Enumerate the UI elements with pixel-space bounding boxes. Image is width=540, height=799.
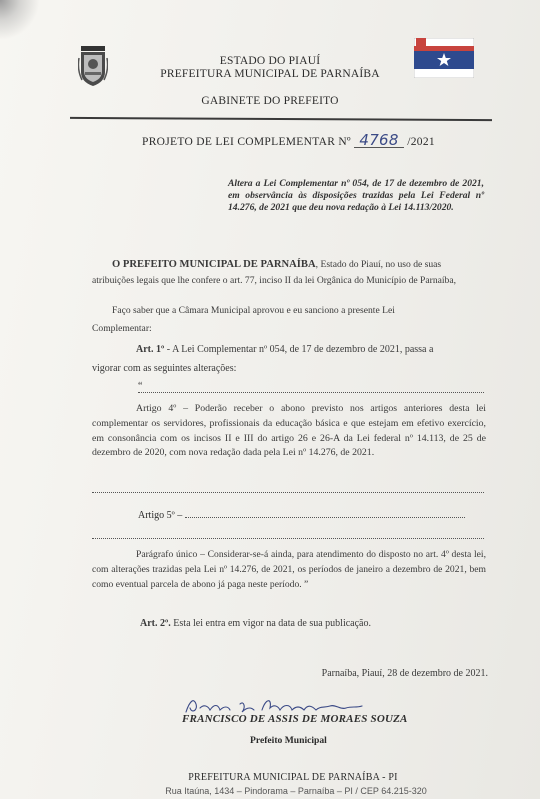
ementa: Altera a Lei Complementar nº 054, de 17 de dezembro de 2021, em observância às disposições trazidas pela Lei Federal nº 14.276, de 2021 que deu nova redação à Lei 14.113/2020. [228, 178, 484, 214]
project-title [142, 131, 435, 149]
footer-institution: PREFEITURA MUNICIPAL DE PARNAÍBA - PI [188, 772, 398, 783]
municipal-crest-icon [78, 46, 108, 88]
faco-line-1: Faço saber que a Câmara Municipal aprovou e eu sanciono a presente Lei [112, 305, 395, 316]
artigo-5 [138, 509, 484, 522]
art1-line-1 [136, 343, 486, 356]
signatory-role: Prefeito Municipal [250, 735, 327, 746]
artigo-5-label: Artigo 5º – [138, 510, 183, 521]
quote-open-mark: “ [138, 381, 143, 392]
artigo-4-text: Artigo 4º – Poderão receber o abono previsto nos artigos anteriores desta lei complementar os servidores, profissionais da educação básica e que estejam em efetivo exercício, em consonância com os incisos II e III do artigo 26 e 26-A da Lei federal nº 14.113, de 25 de dezembro de 2020, com nova redação dada pela Lei nº 14.276, de 2021. [92, 403, 486, 459]
art1-label: Art. 1º [136, 344, 165, 355]
art1-line-2: vigorar com as seguintes alterações: [92, 363, 237, 374]
intro-line-1-rest: , Estado do Piauí, no uso de suas [315, 259, 442, 270]
project-year: /2021 [407, 136, 435, 148]
header-divider [70, 117, 492, 121]
art1-quote-dotted-line [138, 382, 484, 393]
art1-text: - A Lei Complementar nº 054, de 17 de dezembro de 2021, passa a [164, 344, 434, 355]
paragrafo-unico [92, 548, 486, 592]
footer-address: Rua Itaúna, 1434 – Pindorama – Parnaíba – PI / CEP 64.215-320 [165, 786, 427, 796]
faco-line-2: Complementar: [92, 323, 152, 334]
art2 [140, 617, 486, 630]
paragrafo-unico-text: Parágrafo único – Considerar-se-á ainda, para atendimento do disposto no art. 4º desta lei, com alterações trazidas pela Lei nº 14.276, de 2021, os períodos de janeiro a dezembro de 2021, bem como eventual parcela de abono já paga neste período. ” [92, 549, 486, 590]
dotted-separator-2 [92, 537, 484, 539]
piaui-flag-icon [414, 38, 474, 78]
header-state: ESTADO DO PIAUÍ [219, 55, 321, 67]
scan-corner-shadow [0, 0, 40, 40]
project-number-handwritten: 4768 [354, 134, 404, 148]
intro-line-1 [112, 258, 488, 271]
artigo-5-dotted-fill [185, 509, 465, 518]
header-prefecture: PREFEITURA MUNICIPAL DE PARNAÍBA [160, 68, 380, 80]
intro-line-2: atribuições legais que lhe confere o art. 77, inciso II da lei Orgânica do Município de Parnaíba, [92, 275, 456, 286]
art2-text: Esta lei entra em vigor na data de sua publicação. [170, 618, 371, 629]
dotted-separator-1 [92, 491, 484, 493]
mayor-title: O PREFEITO MUNICIPAL DE PARNAÍBA [112, 259, 316, 270]
artigo-4 [92, 402, 486, 461]
art2-label: Art. 2º. [140, 618, 171, 629]
place-date: Parnaíba, Piauí, 28 de dezembro de 2021. [321, 668, 488, 679]
signatory-name: FRANCISCO DE ASSIS DE MORAES SOUZA [182, 713, 408, 725]
project-label: PROJETO DE LEI COMPLEMENTAR Nº [142, 136, 351, 148]
header-office: GABINETE DO PREFEITO [201, 95, 339, 107]
